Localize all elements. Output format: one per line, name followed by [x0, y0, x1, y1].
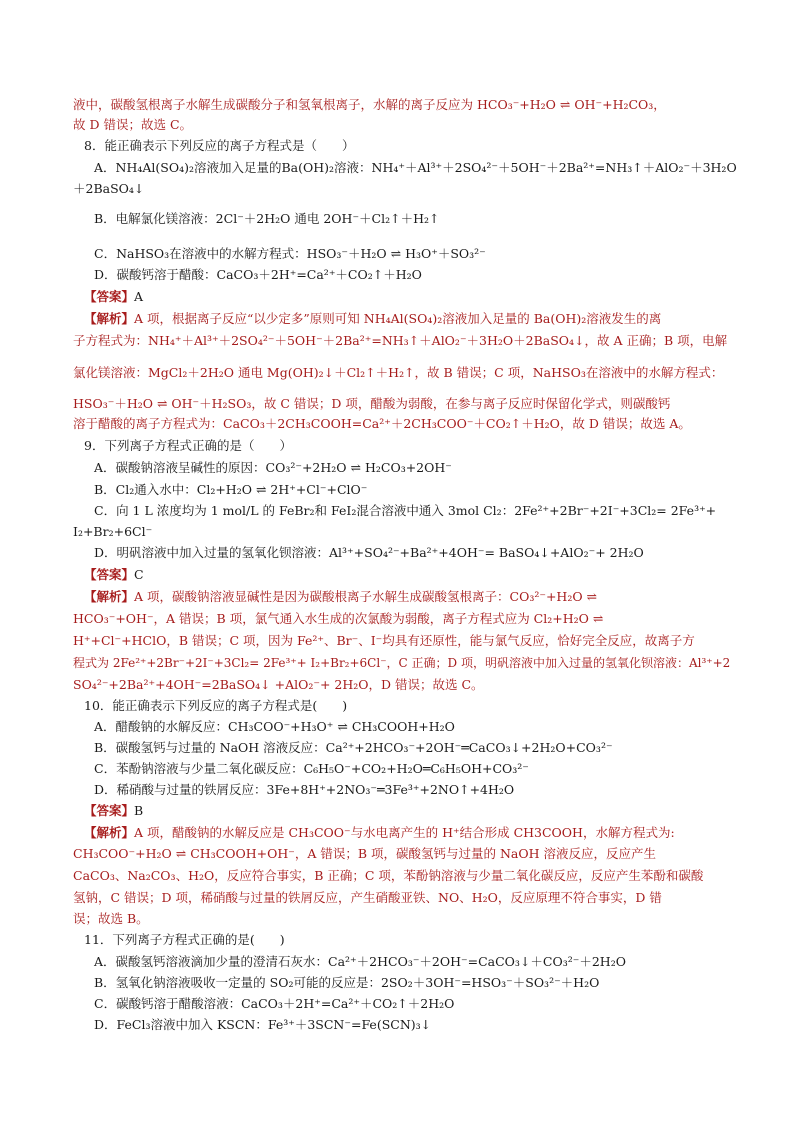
q9-option-c: C．向 1 L 浓度均为 1 mol/L 的 FeBr₂和 FeI₂混合溶液中通入 3mol Cl₂：2Fe²⁺+2Br⁻+2I⁻+3Cl₂= 2Fe³⁺+ [94, 503, 717, 518]
q11-option-c: C．碳酸钙溶于醋酸溶液：CaCO₃＋2H⁺=Ca²⁺＋CO₂↑＋2H₂O [94, 996, 455, 1011]
q9-analysis [84, 588, 744, 606]
analysis-tag: 【解析】 [84, 825, 135, 840]
q8-analysis-line-4: HSO₃⁻＋H₂O ⇌ OH⁻＋H₂SO₃，故 C 错误；D 项，醋酸为弱酸，在参与离子反应时保留化学式，则碳酸钙 [73, 396, 671, 411]
q8-answer [84, 288, 744, 306]
answer-tag: 【答案】 [84, 567, 135, 582]
prev-analysis-line-2: 故 D 错误；故选 C。 [73, 117, 193, 132]
q8-option-b: B．电解氯化镁溶液：2Cl⁻＋2H₂O 通电 2OH⁻＋Cl₂↑＋H₂↑ [94, 211, 440, 226]
question-11-stem: 11．下列离子方程式正确的是( ) [84, 932, 285, 947]
q10-analysis-line-5: 误；故选 B。 [73, 911, 149, 926]
q10-option-b: B．碳酸氢钙与过量的 NaOH 溶液反应：Ca²⁺+2HCO₃⁻+2OH⁻═CaCO₃↓+2H₂O+CO₃²⁻ [94, 740, 613, 755]
q8-analysis [84, 310, 744, 328]
q9-option-d: D．明矾溶液中加入过量的氢氧化钡溶液：Al³⁺+SO₄²⁻+Ba²⁺+4OH⁻= BaSO₄↓+AlO₂⁻+ 2H₂O [94, 545, 644, 560]
q9-analysis-line-4: 程式为 2Fe²⁺+2Br⁻+2I⁻+3Cl₂= 2Fe³⁺+ I₂+Br₂+6Cl⁻，C 正确；D 项，明矾溶液中加入过量的氢氧化钡溶液：Al³⁺+2 [73, 656, 731, 670]
q9-option-a: A．碳酸钠溶液呈碱性的原因：CO₃²⁻+2H₂O ⇌ H₂CO₃+2OH⁻ [94, 460, 452, 475]
q8-analysis-line-2: 子方程式为：NH₄⁺＋Al³⁺＋2SO₄²⁻＋5OH⁻＋2Ba²⁺=NH₃↑＋AlO₂⁻＋3H₂O＋2BaSO₄↓，故 A 正确；B 项，电解 [73, 333, 728, 348]
q9-option-c-cont: I₂+Br₂+6Cl⁻ [73, 524, 153, 539]
q8-option-d: D．碳酸钙溶于醋酸：CaCO₃＋2H⁺=Ca²⁺＋CO₂↑＋H₂O [94, 267, 422, 282]
question-10-stem: 10．能正确表示下列反应的离子方程式是( ) [84, 698, 348, 713]
q8-option-a: A．NH₄Al(SO₄)₂溶液加入足量的Ba(OH)₂溶液：NH₄⁺＋Al³⁺＋2SO₄²⁻＋5OH⁻＋2Ba²⁺=NH₃↑＋AlO₂⁻＋3H₂O [94, 160, 737, 175]
answer-value: C [134, 567, 144, 582]
analysis-tag: 【解析】 [84, 311, 135, 326]
q9-analysis-line-2: HCO₃⁻+OH⁻，A 错误；B 项，氯气通入水生成的次氯酸为弱酸，离子方程式应为 Cl₂+H₂O ⇌ [73, 611, 604, 626]
q10-analysis-line-2: CH₃COO⁻+H₂O ⇌ CH₃COOH+OH⁻，A 错误；B 项，碳酸氢钙与过量的 NaOH 溶液反应，反应产生 [73, 846, 656, 861]
q10-analysis-line-4: 氢钠，C 错误；D 项，稀硝酸与过量的铁屑反应，产生硝酸亚铁、NO、H₂O，反应原理不符合事实，D 错 [73, 890, 662, 905]
q10-analysis [84, 824, 744, 842]
prev-analysis-line-1: 液中，碳酸氢根离子水解生成碳酸分子和氢氧根离子，水解的离子反应为 HCO₃⁻+H₂O ⇌ OH⁻+H₂CO₃， [73, 97, 666, 112]
q11-option-d: D．FeCl₃溶液中加入 KSCN：Fe³⁺＋3SCN⁻=Fe(SCN)₃↓ [94, 1017, 432, 1032]
answer-value: B [134, 803, 144, 818]
analysis-text: A 项，醋酸钠的水解反应是 CH₃COO⁻与水电离产生的 H⁺结合形成 CH3COOH，水解方程式为: [134, 825, 675, 840]
answer-value: A [134, 289, 144, 304]
q9-option-b: B．Cl₂通入水中：Cl₂+H₂O ⇌ 2H⁺+Cl⁻+ClO⁻ [94, 482, 368, 497]
q8-option-c: C．NaHSO₃在溶液中的水解方程式：HSO₃⁻＋H₂O ⇌ H₃O⁺＋SO₃²⁻ [94, 246, 486, 261]
answer-tag: 【答案】 [84, 803, 135, 818]
q8-option-a-cont: ＋2BaSO₄↓ [73, 181, 145, 196]
analysis-text: A 项，根据离子反应“以少定多”原则可知 NH₄Al(SO₄)₂溶液加入足量的 Ba(OH)₂溶液发生的离 [134, 311, 662, 326]
q9-analysis-line-5: SO₄²⁻+2Ba²⁺+4OH⁻=2BaSO₄↓ +AlO₂⁻+ 2H₂O，D 错误；故选 C。 [73, 677, 484, 692]
q9-answer [84, 566, 744, 584]
q10-analysis-line-3: CaCO₃、Na₂CO₃、H₂O，反应符合事实，B 正确；C 项，苯酚钠溶液与少量二氧化碳反应，反应产生苯酚和碳酸 [73, 868, 704, 883]
q10-option-a: A．醋酸钠的水解反应：CH₃COO⁻+H₃O⁺ ⇌ CH₃COOH+H₂O [94, 719, 455, 734]
q10-answer [84, 802, 744, 820]
q9-analysis-line-3: H⁺+Cl⁻+HClO，B 错误；C 项，因为 Fe²⁺、Br⁻、I⁻均具有还原性，能与氯气反应，恰好完全反应，故离子方 [73, 633, 695, 648]
q8-analysis-line-3: 氯化镁溶液：MgCl₂＋2H₂O 通电 Mg(OH)₂↓＋Cl₂↑＋H₂↑，故 B 错误；C 项，NaHSO₃在溶液中的水解方程式： [73, 365, 724, 380]
q10-option-d: D．稀硝酸与过量的铁屑反应：3Fe+8H⁺+2NO₃⁻═3Fe³⁺+2NO↑+4H₂O [94, 782, 515, 797]
q11-option-b: B．氢氧化钠溶液吸收一定量的 SO₂可能的反应是：2SO₂＋3OH⁻=HSO₃⁻＋SO₃²⁻＋H₂O [94, 975, 600, 990]
question-9-stem: 9．下列离子方程式正确的是（ ） [84, 438, 292, 453]
q10-option-c: C．苯酚钠溶液与少量二氧化碳反应：C₆H₅O⁻+CO₂+H₂O═C₆H₅OH+CO₃²⁻ [94, 761, 529, 776]
question-8-stem: 8．能正确表示下列反应的离子方程式是（ ） [84, 138, 355, 153]
q11-option-a: A．碳酸氢钙溶液滴加少量的澄清石灰水：Ca²⁺＋2HCO₃⁻＋2OH⁻=CaCO₃↓＋CO₃²⁻＋2H₂O [94, 954, 626, 969]
q8-analysis-line-5: 溶于醋酸的离子方程式为：CaCO₃＋2CH₃COOH=Ca²⁺＋2CH₃COO⁻＋CO₂↑＋H₂O，故 D 错误；故选 A。 [73, 416, 691, 431]
analysis-tag: 【解析】 [84, 589, 135, 604]
answer-tag: 【答案】 [84, 289, 135, 304]
analysis-text: A 项，碳酸钠溶液显碱性是因为碳酸根离子水解生成碳酸氢根离子：CO₃²⁻+H₂O ⇌ [134, 589, 598, 604]
